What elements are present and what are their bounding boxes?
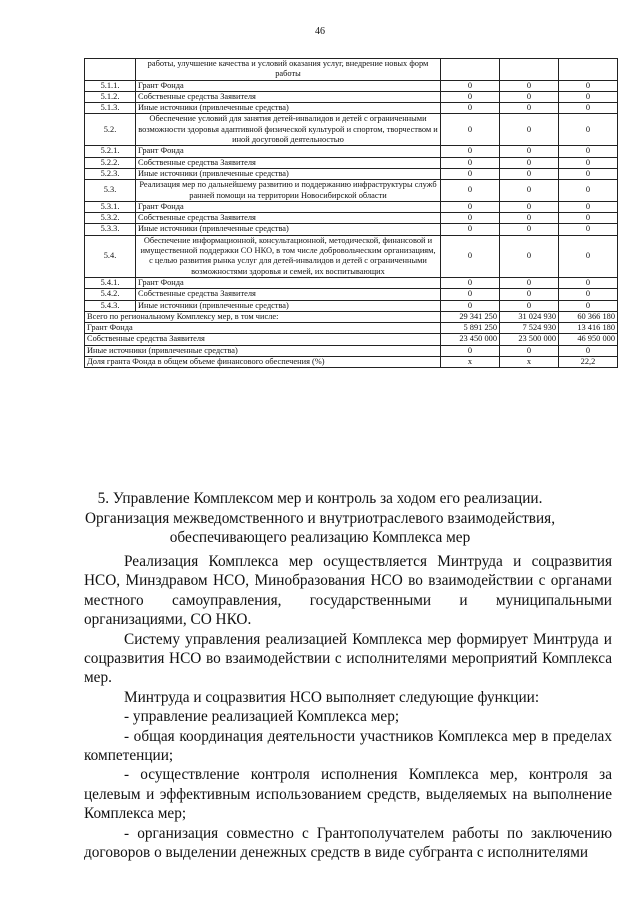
row-value-cell: 0 xyxy=(500,168,559,179)
row-value-cell: 0 xyxy=(441,300,500,311)
row-value-cell: 0 xyxy=(559,235,618,277)
row-number-cell: 5.1.3. xyxy=(85,103,136,114)
totals-value-cell: 0 xyxy=(500,345,559,356)
totals-value-cell: 7 524 930 xyxy=(500,323,559,334)
row-number-cell: 5.3.2. xyxy=(85,213,136,224)
row-value-cell: 0 xyxy=(441,114,500,146)
table-row xyxy=(85,201,618,212)
table-row xyxy=(85,289,618,300)
row-value-cell: 0 xyxy=(559,201,618,212)
row-value-cell: 0 xyxy=(441,180,500,202)
row-name-cell: Иные источники (привлеченные средства) xyxy=(136,300,441,311)
row-value-cell: 0 xyxy=(500,157,559,168)
row-name-cell: работы, улучшение качества и условий оказания услуг, внедрение новых форм работы xyxy=(136,59,441,81)
row-value-cell: 0 xyxy=(441,235,500,277)
row-number-cell: 5.4. xyxy=(85,235,136,277)
row-name-cell: Собственные средства Заявителя xyxy=(136,91,441,102)
table-row xyxy=(85,146,618,157)
row-value-cell: 0 xyxy=(559,80,618,91)
row-number-cell: 5.3.1. xyxy=(85,201,136,212)
table-row xyxy=(85,168,618,179)
table-row xyxy=(85,300,618,311)
row-value-cell: 0 xyxy=(500,91,559,102)
table-row xyxy=(85,180,618,202)
row-value-cell: 0 xyxy=(559,103,618,114)
table-row xyxy=(85,91,618,102)
row-number-cell: 5.4.2. xyxy=(85,289,136,300)
totals-value-cell: 0 xyxy=(441,345,500,356)
page-number: 46 xyxy=(315,26,325,37)
row-value-cell: 0 xyxy=(500,224,559,235)
totals-label-cell: Собственные средства Заявителя xyxy=(85,334,441,345)
table-row xyxy=(85,277,618,288)
row-value-cell xyxy=(500,59,559,81)
totals-value-cell: 46 950 000 xyxy=(559,334,618,345)
row-value-cell: 0 xyxy=(559,180,618,202)
table-row xyxy=(85,213,618,224)
row-value-cell: 0 xyxy=(500,80,559,91)
row-value-cell: 0 xyxy=(559,213,618,224)
row-name-cell: Собственные средства Заявителя xyxy=(136,289,441,300)
table-row xyxy=(85,80,618,91)
row-value-cell: 0 xyxy=(500,300,559,311)
row-value-cell: 0 xyxy=(559,300,618,311)
row-name-cell: Грант Фонда xyxy=(136,277,441,288)
row-number-cell xyxy=(85,59,136,81)
row-value-cell: 0 xyxy=(559,91,618,102)
totals-value-cell: 23 500 000 xyxy=(500,334,559,345)
row-name-cell: Грант Фонда xyxy=(136,201,441,212)
table-row-continuation xyxy=(85,59,618,81)
row-value-cell: 0 xyxy=(559,168,618,179)
body-paragraph: Минтруда и соцразвития НСО выполняет следующие функции: xyxy=(124,688,540,706)
row-name-cell: Грант Фонда xyxy=(136,80,441,91)
row-value-cell: 0 xyxy=(441,157,500,168)
totals-row xyxy=(85,311,618,322)
row-value-cell: 0 xyxy=(441,201,500,212)
finance-table-body xyxy=(85,59,618,368)
row-number-cell: 5.1.1. xyxy=(85,80,136,91)
row-number-cell: 5.1.2. xyxy=(85,91,136,102)
totals-label-cell: Всего по региональному Комплексу мер, в том числе: xyxy=(85,311,441,322)
body-paragraph: Систему управления реализацией Комплекса мер формирует Минтруда и соцразвития НСО во взаимодействии с исполнителями мероприятий Комплекса мер. xyxy=(84,630,612,687)
row-value-cell: 0 xyxy=(559,289,618,300)
row-value-cell: 0 xyxy=(559,224,618,235)
row-number-cell: 5.2. xyxy=(85,114,136,146)
totals-value-cell: x xyxy=(500,357,559,368)
body-paragraph: - организация совместно с Грантополучателем работы по заключению договоров о выделении денежных средств в виде субгранта с исполнителями xyxy=(84,824,612,862)
totals-value-cell: x xyxy=(441,357,500,368)
totals-value-cell: 31 024 930 xyxy=(500,311,559,322)
totals-value-cell: 29 341 250 xyxy=(441,311,500,322)
row-name-cell: Реализация мер по дальнейшему развитию и поддержанию инфраструктуры служб ранней помощи на территории Новосибирской области xyxy=(136,180,441,202)
row-value-cell: 0 xyxy=(559,157,618,168)
row-value-cell: 0 xyxy=(500,277,559,288)
body-paragraph: Реализация Комплекса мер осуществляется Минтруда и соцразвития НСО, Минздравом НСО, Минобразования НСО во взаимодействии с органами местного самоуправления, государственными и муниципальными организациями, СО НКО. xyxy=(84,553,612,629)
table-row xyxy=(85,224,618,235)
row-name-cell: Грант Фонда xyxy=(136,146,441,157)
finance-table xyxy=(84,58,618,368)
row-name-cell: Обеспечение условий для занятия детей-инвалидов и детей с ограниченными возможности здоровья адаптивной физической культурой и спортом, творчеством и иной досуговой деятельностью xyxy=(136,114,441,146)
row-value-cell: 0 xyxy=(441,224,500,235)
table-row xyxy=(85,114,618,146)
row-value-cell xyxy=(441,59,500,81)
totals-value-cell: 22,2 xyxy=(559,357,618,368)
row-value-cell: 0 xyxy=(441,80,500,91)
row-value-cell: 0 xyxy=(500,180,559,202)
row-value-cell: 0 xyxy=(500,235,559,277)
row-value-cell: 0 xyxy=(500,201,559,212)
table-row xyxy=(85,103,618,114)
body-paragraph: - управление реализацией Комплекса мер; xyxy=(124,708,400,726)
section-heading-line-1: 5. Управление Комплексом мер и контроль за ходом его реализации. xyxy=(97,490,543,507)
totals-row xyxy=(85,334,618,345)
table-row xyxy=(85,235,618,277)
row-name-cell: Собственные средства Заявителя xyxy=(136,157,441,168)
row-value-cell: 0 xyxy=(441,213,500,224)
row-value-cell: 0 xyxy=(441,277,500,288)
section-body xyxy=(84,552,612,863)
row-number-cell: 5.3. xyxy=(85,180,136,202)
row-number-cell: 5.2.3. xyxy=(85,168,136,179)
totals-label-cell: Иные источники (привлеченные средства) xyxy=(85,345,441,356)
totals-value-cell: 60 366 180 xyxy=(559,311,618,322)
row-name-cell: Иные источники (привлеченные средства) xyxy=(136,224,441,235)
section-heading-line-2: Организация межведомственного и внутриотраслевого взаимодействия, xyxy=(84,509,556,527)
totals-row xyxy=(85,357,618,368)
row-name-cell: Иные источники (привлеченные средства) xyxy=(136,168,441,179)
row-number-cell: 5.3.3. xyxy=(85,224,136,235)
totals-value-cell: 13 416 180 xyxy=(559,323,618,334)
table-row xyxy=(85,157,618,168)
row-value-cell: 0 xyxy=(441,146,500,157)
totals-label-cell: Доля гранта Фонда в общем объеме финансового обеспечения (%) xyxy=(85,357,441,368)
row-value-cell: 0 xyxy=(441,91,500,102)
row-value-cell: 0 xyxy=(441,289,500,300)
row-number-cell: 5.2.2. xyxy=(85,157,136,168)
row-value-cell: 0 xyxy=(500,114,559,146)
row-number-cell: 5.4.3. xyxy=(85,300,136,311)
totals-value-cell: 23 450 000 xyxy=(441,334,500,345)
totals-row xyxy=(85,323,618,334)
row-value-cell: 0 xyxy=(500,103,559,114)
row-value-cell: 0 xyxy=(441,168,500,179)
section-heading-line-3: обеспечивающего реализацию Комплекса мер xyxy=(169,529,471,546)
totals-label-cell: Грант Фонда xyxy=(85,323,441,334)
totals-value-cell: 5 891 250 xyxy=(441,323,500,334)
row-value-cell xyxy=(559,59,618,81)
row-name-cell: Обеспечение информационной, консультационной, методической, финансовой и имущественной поддержки СО НКО, в том числе добровольческим организациям, с целью развития рынка услуг для детей-инвалидов и детей с ограниченными возможностями здоровья и семей, их воспитывающих xyxy=(136,235,441,277)
row-number-cell: 5.2.1. xyxy=(85,146,136,157)
row-value-cell: 0 xyxy=(559,277,618,288)
row-value-cell: 0 xyxy=(559,114,618,146)
row-number-cell: 5.4.1. xyxy=(85,277,136,288)
row-value-cell: 0 xyxy=(500,289,559,300)
row-value-cell: 0 xyxy=(441,103,500,114)
totals-row xyxy=(85,345,618,356)
row-value-cell: 0 xyxy=(500,213,559,224)
row-name-cell: Иные источники (привлеченные средства) xyxy=(136,103,441,114)
body-paragraph: - общая координация деятельности участников Комплекса мер в пределах компетенции; xyxy=(84,727,612,765)
totals-value-cell: 0 xyxy=(559,345,618,356)
row-name-cell: Собственные средства Заявителя xyxy=(136,213,441,224)
row-value-cell: 0 xyxy=(500,146,559,157)
body-paragraph: - осуществление контроля исполнения Комплекса мер, контроля за целевым и эффективным использованием средств, выделяемых на выполнение Комплекса мер; xyxy=(84,766,612,823)
section-heading xyxy=(0,489,640,548)
row-value-cell: 0 xyxy=(559,146,618,157)
